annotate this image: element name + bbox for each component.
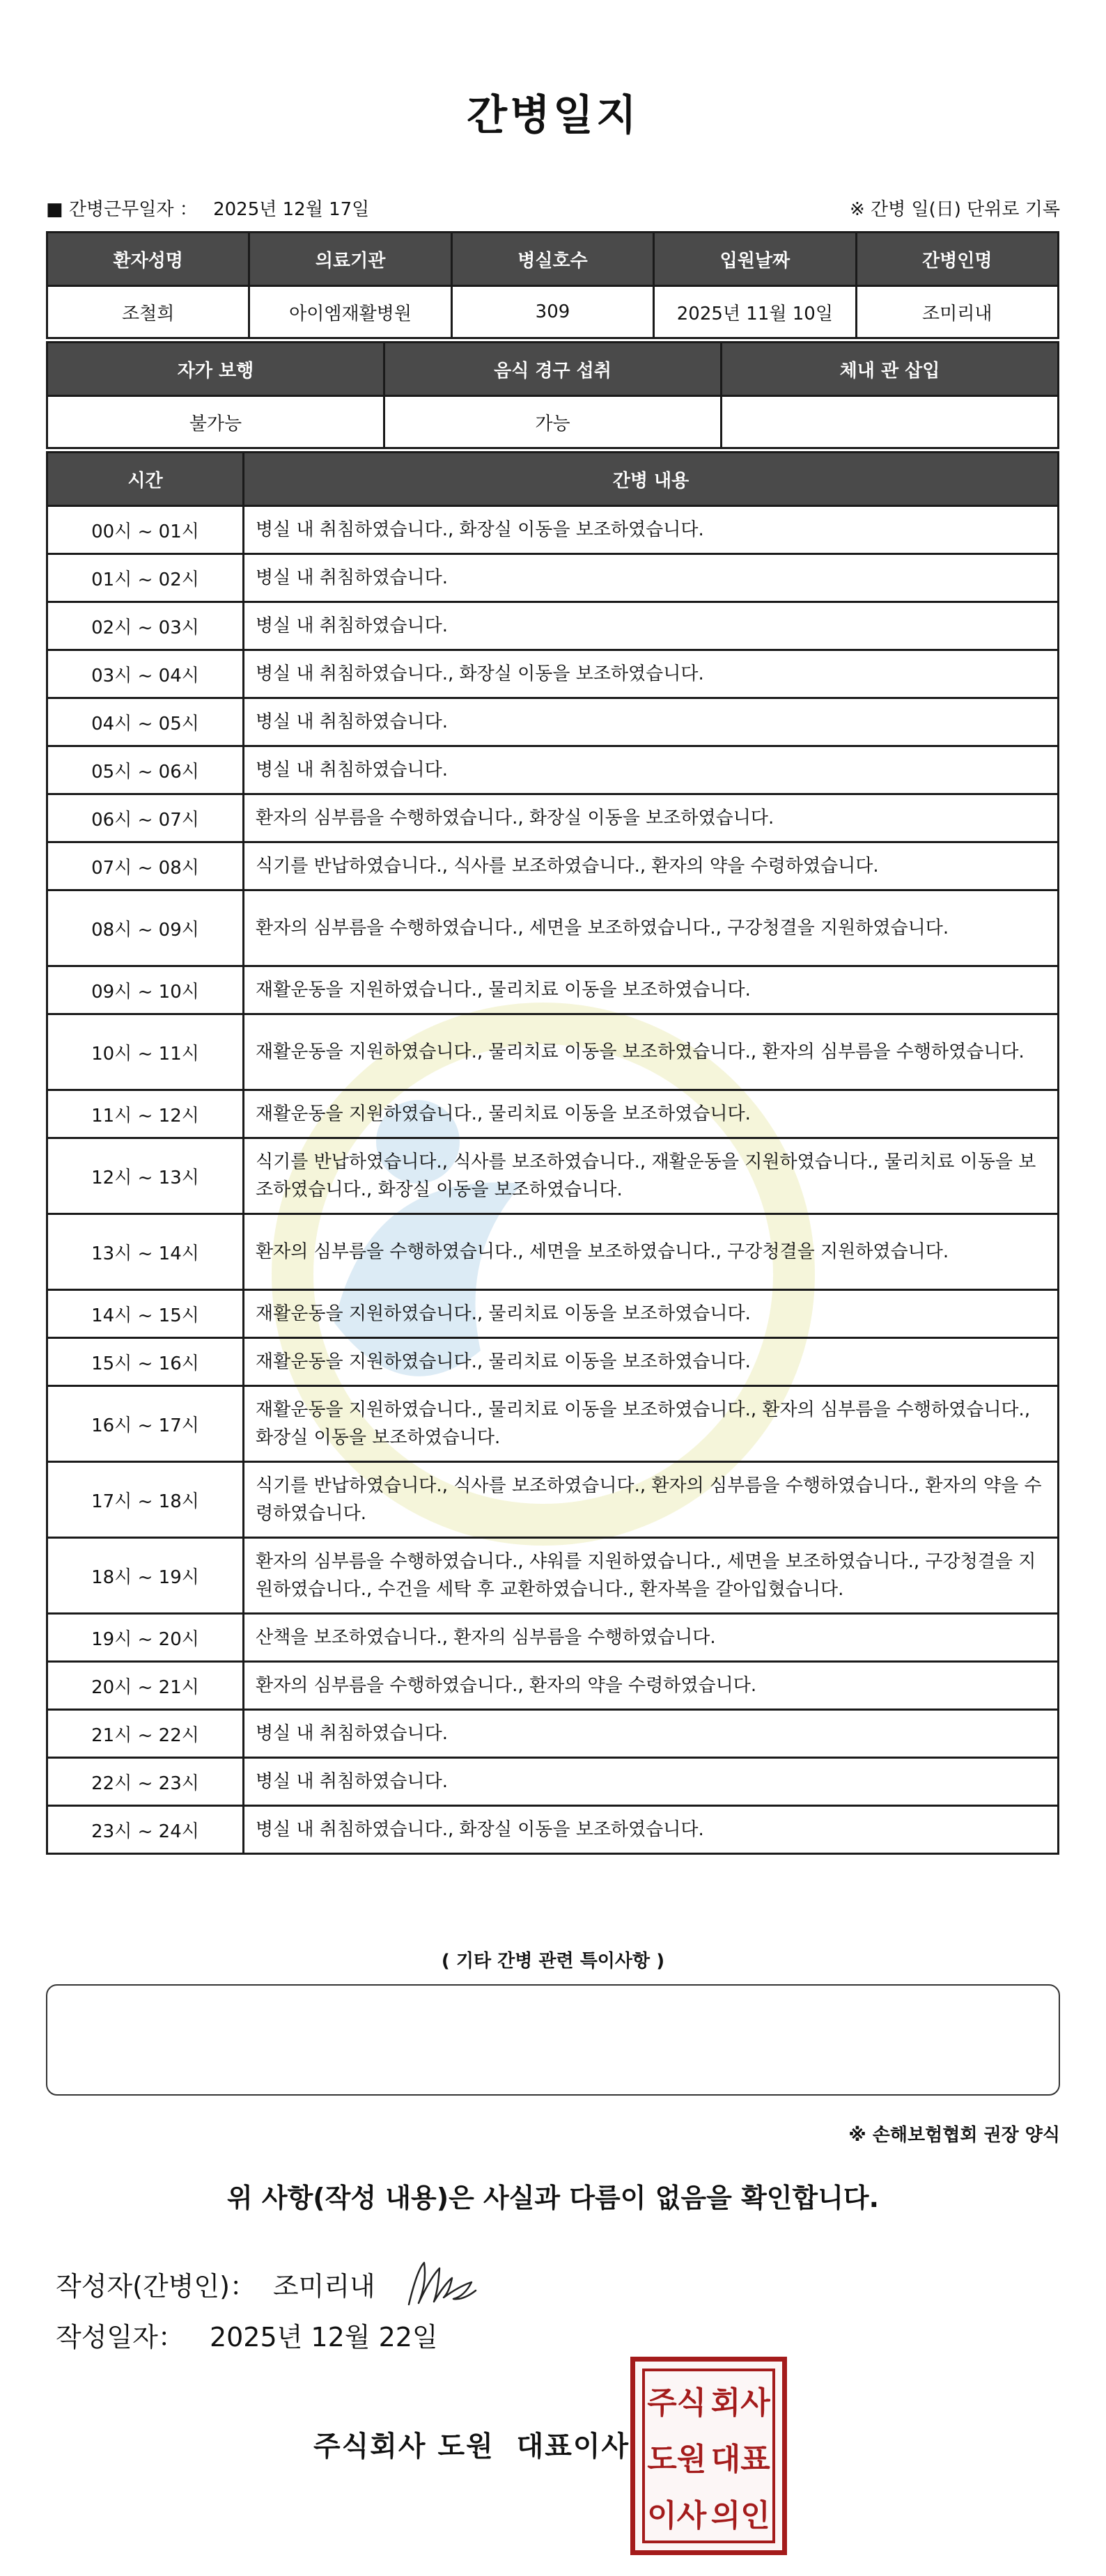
- table-row: [47, 602, 1059, 650]
- log-content: 재활운동을 지원하였습니다., 물리치료 이동을 보조하였습니다.: [244, 966, 1059, 1014]
- seal-grid: [642, 2369, 775, 2543]
- work-date-row: [46, 194, 1060, 221]
- header-caregiver-name: 간병인명: [856, 233, 1058, 286]
- table-row: [47, 1758, 1059, 1806]
- patient-info-table: [46, 231, 1059, 339]
- log-time: 02시 ~ 03시: [47, 602, 244, 650]
- table-row: [47, 1462, 1059, 1538]
- log-content: 재활운동을 지원하였습니다., 물리치료 이동을 보조하였습니다.: [244, 1090, 1059, 1138]
- care-log-table: [46, 451, 1059, 1855]
- header-admission-date: 입원날짜: [654, 233, 856, 286]
- patient-status-table: [46, 341, 1059, 449]
- care-log-header-row: [47, 453, 1059, 506]
- header-patient-name: 환자성명: [47, 233, 249, 286]
- company-representative: 주식회사 도원 대표이사: [313, 2430, 630, 2463]
- table-row: [47, 506, 1059, 554]
- log-time: 01시 ~ 02시: [47, 554, 244, 602]
- table-row: [47, 1662, 1059, 1710]
- oral-intake-value: 가능: [384, 396, 722, 448]
- table-row: [47, 698, 1059, 746]
- log-content: 재활운동을 지원하였습니다., 물리치료 이동을 보조하였습니다., 환자의 심부름을 수행하였습니다., 화장실 이동을 보조하였습니다.: [244, 1386, 1059, 1462]
- log-content: 병실 내 취침하였습니다.: [244, 1758, 1059, 1806]
- log-content: 병실 내 취침하였습니다., 화장실 이동을 보조하였습니다.: [244, 650, 1059, 698]
- log-time: 16시 ~ 17시: [47, 1386, 244, 1462]
- log-time: 05시 ~ 06시: [47, 746, 244, 794]
- log-content: 식기를 반납하였습니다., 식사를 보조하였습니다., 환자의 약을 수령하였습니다.: [244, 842, 1059, 890]
- tube-insertion-value: [722, 396, 1059, 448]
- log-time: 08시 ~ 09시: [47, 890, 244, 966]
- log-content: 산책을 보조하였습니다., 환자의 심부름을 수행하였습니다.: [244, 1614, 1059, 1662]
- written-date-value: 2025년 12월 22일: [209, 2322, 438, 2353]
- table-row: [47, 554, 1059, 602]
- table-row: [47, 650, 1059, 698]
- header-oral-intake: 음식 경구 섭취: [384, 343, 722, 396]
- page-title: 간병일지: [467, 91, 639, 140]
- remarks-heading: ( 기타 간병 관련 특이사항 ): [441, 1951, 665, 1972]
- work-date-label: ■ 간병근무일자 ：: [46, 198, 198, 220]
- status-value-row: [47, 396, 1059, 448]
- form-source-note: ※ 손해보험협회 권장 양식: [848, 2125, 1060, 2146]
- log-content: 환자의 심부름을 수행하였습니다., 샤워를 지원하였습니다., 세면을 보조하였습니다., 구강청결을 지원하였습니다., 수건을 세탁 후 교환하였습니다., 환자복을 갈아입혔습니다.: [244, 1538, 1059, 1614]
- table-row: [47, 1806, 1059, 1854]
- table-row: [47, 794, 1059, 842]
- written-date-label: 작성일자：: [56, 2322, 185, 2353]
- log-content: 병실 내 취침하였습니다., 화장실 이동을 보조하였습니다.: [244, 1806, 1059, 1854]
- log-content: 환자의 심부름을 수행하였습니다., 환자의 약을 수령하였습니다.: [244, 1662, 1059, 1710]
- admission-date: 2025년 11월 10일: [654, 286, 856, 338]
- header-room-number: 병실호수: [451, 233, 653, 286]
- caregiver-name: 조미리내: [856, 286, 1058, 338]
- company-seal-stamp: [630, 2357, 787, 2555]
- log-time: 04시 ~ 05시: [47, 698, 244, 746]
- log-time: 13시 ~ 14시: [47, 1214, 244, 1290]
- log-time: 06시 ~ 07시: [47, 794, 244, 842]
- work-date: [46, 195, 369, 221]
- seal-character: 회사: [710, 2385, 770, 2421]
- table-row: [47, 1014, 1059, 1090]
- log-content: 병실 내 취침하였습니다.: [244, 698, 1059, 746]
- medical-institution: 아이엠재활병원: [249, 286, 451, 338]
- seal-character: 주식: [647, 2385, 707, 2421]
- table-row: [47, 1214, 1059, 1290]
- log-content: 병실 내 취침하였습니다.: [244, 1710, 1059, 1758]
- table-row: [47, 842, 1059, 890]
- table-row: [47, 1614, 1059, 1662]
- log-time: 14시 ~ 15시: [47, 1290, 244, 1338]
- log-time: 19시 ~ 20시: [47, 1614, 244, 1662]
- table-row: [47, 890, 1059, 966]
- log-time: 11시 ~ 12시: [47, 1090, 244, 1138]
- log-time: 17시 ~ 18시: [47, 1462, 244, 1538]
- header-time: 시간: [47, 453, 244, 506]
- table-row: [47, 746, 1059, 794]
- remarks-box: [46, 1984, 1060, 2096]
- table-row: [47, 1386, 1059, 1462]
- log-content: 병실 내 취침하였습니다.: [244, 602, 1059, 650]
- log-content: 환자의 심부름을 수행하였습니다., 화장실 이동을 보조하였습니다.: [244, 794, 1059, 842]
- log-time: 18시 ~ 19시: [47, 1538, 244, 1614]
- care-log-body: [47, 506, 1059, 1854]
- log-time: 03시 ~ 04시: [47, 650, 244, 698]
- log-time: 21시 ~ 22시: [47, 1710, 244, 1758]
- self-walking-value: 불가능: [47, 396, 384, 448]
- patient-name: 조철희: [47, 286, 249, 338]
- seal-character: 이사: [647, 2497, 707, 2534]
- table-row: [47, 1138, 1059, 1214]
- handwritten-signature: [403, 2256, 480, 2311]
- log-time: 22시 ~ 23시: [47, 1758, 244, 1806]
- log-content: 재활운동을 지원하였습니다., 물리치료 이동을 보조하였습니다.: [244, 1338, 1059, 1386]
- table-row: [47, 1090, 1059, 1138]
- log-time: 10시 ~ 11시: [47, 1014, 244, 1090]
- table-row: [47, 1710, 1059, 1758]
- log-content: 재활운동을 지원하였습니다., 물리치료 이동을 보조하였습니다., 환자의 심부름을 수행하였습니다.: [244, 1014, 1059, 1090]
- log-time: 07시 ~ 08시: [47, 842, 244, 890]
- confirmation-statement: 위 사항(작성 내용)은 사실과 다름이 없음을 확인합니다.: [226, 2183, 880, 2213]
- log-content: 환자의 심부름을 수행하였습니다., 세면을 보조하였습니다., 구강청결을 지원하였습니다.: [244, 890, 1059, 966]
- table-row: [47, 1290, 1059, 1338]
- table-row: [47, 966, 1059, 1014]
- header-care-content: 간병 내용: [244, 453, 1059, 506]
- writer-label: 작성자(간병인)：: [56, 2270, 256, 2302]
- log-time: 00시 ~ 01시: [47, 506, 244, 554]
- table-row: [47, 1338, 1059, 1386]
- log-content: 병실 내 취침하였습니다.: [244, 554, 1059, 602]
- header-medical-institution: 의료기관: [249, 233, 451, 286]
- seal-character: 도원: [647, 2441, 707, 2477]
- log-time: 12시 ~ 13시: [47, 1138, 244, 1214]
- log-content: 식기를 반납하였습니다., 식사를 보조하였습니다., 환자의 심부름을 수행하였습니다., 환자의 약을 수령하였습니다.: [244, 1462, 1059, 1538]
- log-content: 병실 내 취침하였습니다., 화장실 이동을 보조하였습니다.: [244, 506, 1059, 554]
- writer-name: 조미리내: [272, 2270, 375, 2302]
- header-tube-insertion: 체내 관 삽입: [722, 343, 1059, 396]
- log-time: 23시 ~ 24시: [47, 1806, 244, 1854]
- log-content: 환자의 심부름을 수행하였습니다., 세면을 보조하였습니다., 구강청결을 지원하였습니다.: [244, 1214, 1059, 1290]
- status-header-row: [47, 343, 1059, 396]
- patient-info-value-row: [47, 286, 1059, 338]
- log-time: 09시 ~ 10시: [47, 966, 244, 1014]
- writer-row: [56, 2256, 480, 2311]
- written-date-row: [56, 2316, 438, 2354]
- log-content: 병실 내 취침하였습니다.: [244, 746, 1059, 794]
- work-date-value: 2025년 12월 17일: [213, 198, 370, 220]
- table-row: [47, 1538, 1059, 1614]
- log-time: 20시 ~ 21시: [47, 1662, 244, 1710]
- daily-record-note: ※ 간병 일(日) 단위로 기록: [849, 198, 1060, 220]
- seal-character: 의인: [710, 2497, 770, 2534]
- log-content: 재활운동을 지원하였습니다., 물리치료 이동을 보조하였습니다.: [244, 1290, 1059, 1338]
- patient-info-header-row: [47, 233, 1059, 286]
- log-content: 식기를 반납하였습니다., 식사를 보조하였습니다., 재활운동을 지원하였습니다., 물리치료 이동을 보조하였습니다., 화장실 이동을 보조하였습니다.: [244, 1138, 1059, 1214]
- log-time: 15시 ~ 16시: [47, 1338, 244, 1386]
- room-number: 309: [451, 286, 653, 338]
- seal-character: 대표: [710, 2441, 770, 2477]
- header-self-walking: 자가 보행: [47, 343, 384, 396]
